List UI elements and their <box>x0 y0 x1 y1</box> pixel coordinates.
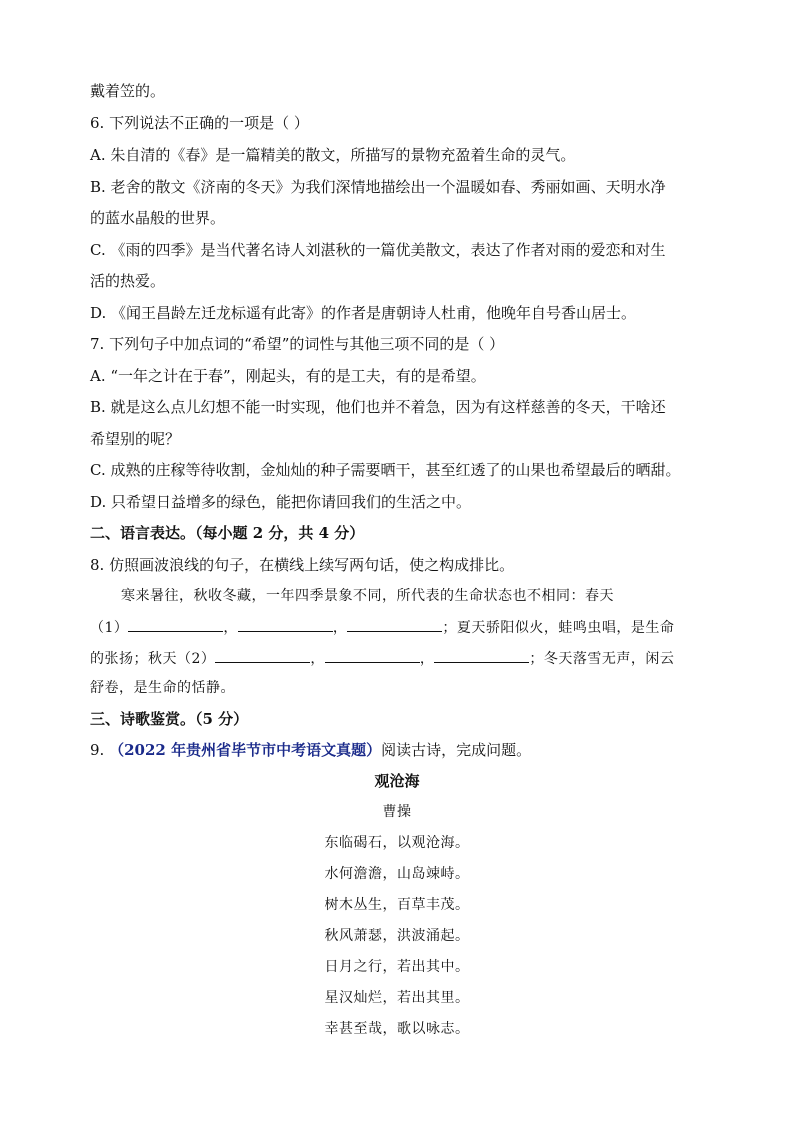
question-8-passage-line1: 寒来暑往，秋收冬藏，一年四季景象不同，所代表的生命状态也不相同：春天 <box>121 588 614 604</box>
question-number: 9. <box>90 741 110 759</box>
question-7-option-b-line2: 希望别的呢？ <box>90 430 181 448</box>
poem-line: 树木丛生，百草丰茂。 <box>324 897 470 913</box>
passage-continuation: ；夏天骄阳似火，蛙鸣虫唱，是生命 <box>442 620 675 636</box>
poem-line: 幸甚至哉，歌以咏志。 <box>324 1021 470 1037</box>
question-8-passage-line2 <box>90 617 710 638</box>
question-7-stem: 7. 下列句子中加点词的“希望”的词性与其他三项不同的是（ ） <box>90 335 505 353</box>
comma: ， <box>310 651 325 667</box>
question-7-option-c: C. 成熟的庄稼等待收割，金灿灿的种子需要晒干，甚至红透了的山果也希望最后的晒甜。 <box>90 461 681 479</box>
question-6-option-c-line2: 活的热爱。 <box>90 272 166 290</box>
poem-line: 星汉灿烂，若出其里。 <box>324 990 470 1006</box>
section-2-heading: 二、语言表达。（每小题 2 分，共 4 分） <box>90 524 365 542</box>
poem-title: 观沧海 <box>374 772 420 790</box>
comma: ， <box>223 620 238 636</box>
question-7-option-b-line1: B. 就是这么点儿幻想不能一时实现，他们也并不着急，因为有这样慈善的冬天，干啥还 <box>90 398 666 416</box>
question-6-option-a: A. 朱自清的《春》是一篇精美的散文，所描写的景物充盈着生命的灵气。 <box>90 146 576 164</box>
answer-blank[interactable] <box>128 617 223 632</box>
blank-2-label: 的张扬；秋天（2） <box>90 651 216 667</box>
poem-author: 曹操 <box>382 804 412 820</box>
question-source: （2022 年贵州省毕节市中考语文真题） <box>109 741 382 759</box>
poem-line: 日月之行，若出其中。 <box>324 959 470 975</box>
answer-blank[interactable] <box>215 648 310 663</box>
poem-line: 秋风萧瑟，洪波涌起。 <box>324 928 470 944</box>
question-8-passage-line3 <box>90 648 710 669</box>
question-6-option-b-line1: B. 老舍的散文《济南的冬天》为我们深情地描绘出一个温暖如春、秀丽如画、天明水净 <box>90 178 666 196</box>
section-3-heading: 三、诗歌鉴赏。（5 分） <box>90 710 249 728</box>
comma: ， <box>419 651 435 667</box>
question-6-option-b-line2: 的蓝水晶般的世界。 <box>90 209 226 227</box>
question-9-stem <box>90 740 710 760</box>
question-8-stem: 8. 仿照画波浪线的句子，在横线上续写两句话，使之构成排比。 <box>90 556 515 574</box>
question-6-option-d: D. 《闻王昌龄左迁龙标遥有此寄》的作者是唐朝诗人杜甫，他晚年自号香山居士。 <box>90 304 637 322</box>
comma: ， <box>332 620 348 636</box>
poem-line: 水何澹澹，山岛竦峙。 <box>324 866 470 882</box>
question-text: 阅读古诗，完成问题。 <box>381 741 532 759</box>
blank-1-label: （1） <box>90 620 129 636</box>
passage-continuation: ；冬天落雪无声，闲云 <box>529 651 675 667</box>
poem-line: 东临碣石，以观沧海。 <box>324 835 470 851</box>
question-7-option-a: A. “一年之计在于春”，刚起头，有的是工夫，有的是希望。 <box>90 367 486 385</box>
question-6-stem: 6. 下列说法不正确的一项是（ ） <box>90 114 309 132</box>
text-line: 戴着笠的。 <box>90 82 166 100</box>
answer-blank[interactable] <box>434 648 529 663</box>
question-6-option-c-line1: C. 《雨的四季》是当代著名诗人刘湛秋的一篇优美散文，表达了作者对雨的爱恋和对生 <box>90 241 666 259</box>
question-7-option-d: D. 只希望日益增多的绿色，能把你请回我们的生活之中。 <box>90 493 472 511</box>
answer-blank[interactable] <box>238 617 333 632</box>
question-8-passage-line4: 舒卷，是生命的恬静。 <box>90 680 235 696</box>
answer-blank[interactable] <box>347 617 442 632</box>
answer-blank[interactable] <box>325 648 420 663</box>
